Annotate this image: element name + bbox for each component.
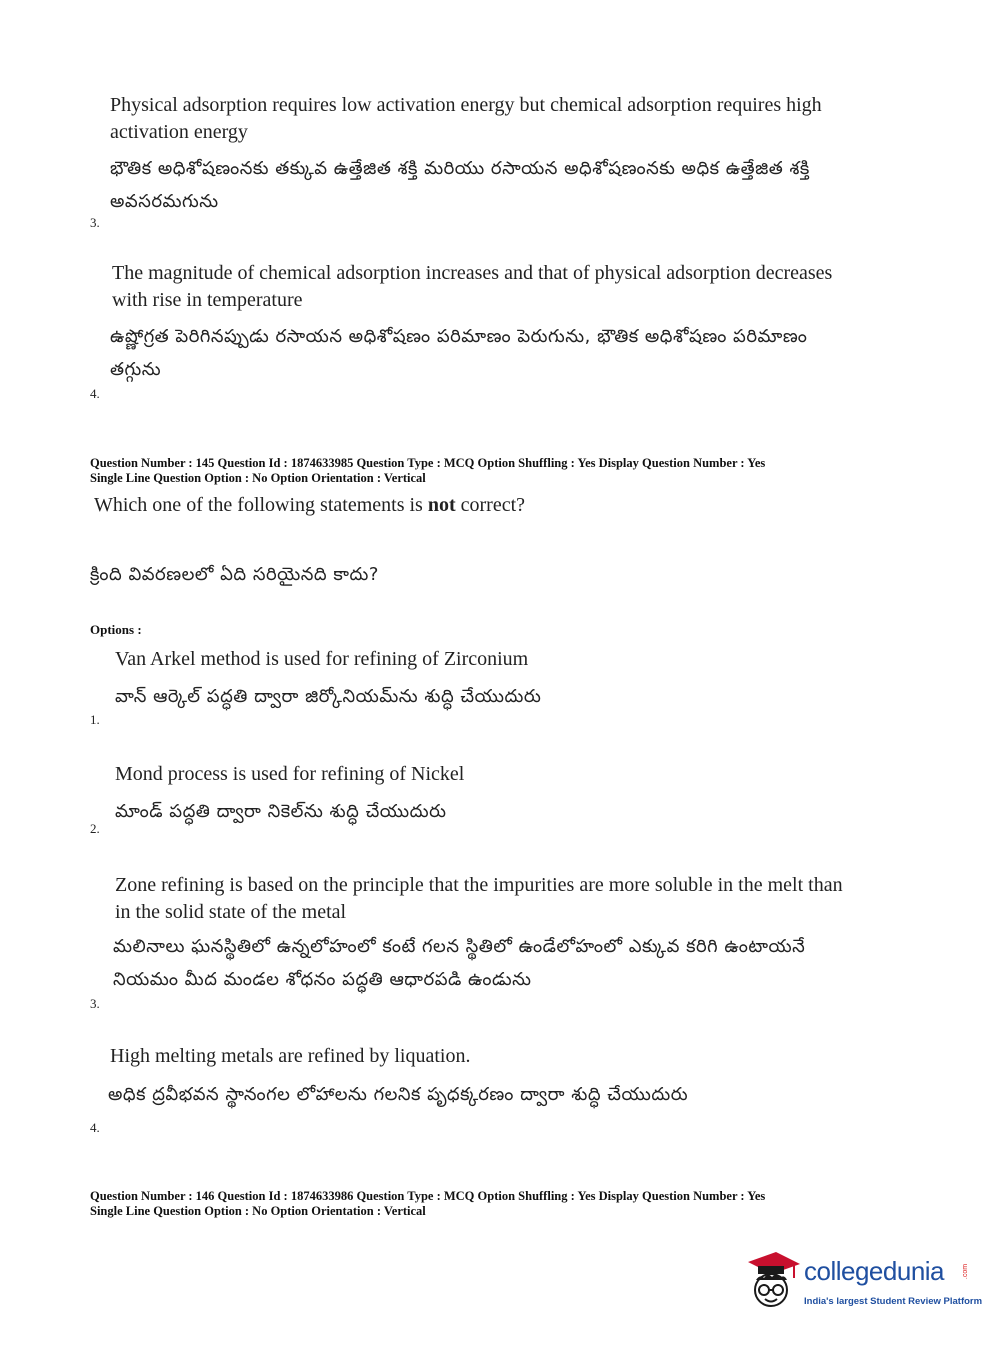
option-4-english: The magnitude of chemical adsorption increases and that of physical adsorption decreases with rise in temperature xyxy=(112,262,833,311)
question-145-meta-line1: Question Number : 145 Question Id : 1874633985 Question Type : MCQ Option Shuffling : Yes Display Question Number : Yes xyxy=(90,456,766,470)
q145-option-1-english: Van Arkel method is used for refining of Zirconium xyxy=(115,648,529,670)
q145-option-3-telugu: మలినాలు ఘనస్థితిలో ఉన్నలోహంలో కంటే గలన స్థితిలో ఉండేలోహంలో ఎక్కువ కరిగి ఉంటాయనే నియమం మీద మండల శోధనం పద్ధతి ఆధారపడి ఉండును xyxy=(113,936,806,990)
question-text-emphasis: not xyxy=(427,494,456,516)
q145-option-4-number: 4. xyxy=(90,1120,100,1135)
option-4-telugu: ఉష్ణోగ్రత పెరిగినప్పుడు రసాయన అధిశోషణం పరిమాణం పెరుగును, భౌతిక అధిశోషణం పరిమాణం తగ్గును xyxy=(110,326,808,380)
option-3-number: 3. xyxy=(90,215,100,230)
question-145-text-telugu: క్రింది వివరణలలో ఏది సరియైనది కాదు? xyxy=(90,564,379,585)
option-4-number: 4. xyxy=(90,386,100,401)
question-146-meta-line1: Question Number : 146 Question Id : 1874633986 Question Type : MCQ Option Shuffling : Yes Display Question Number : Yes xyxy=(90,1189,766,1203)
question-text-part: Which one of the following statements is xyxy=(94,494,428,516)
logo-tagline: India's largest Student Review Platform xyxy=(804,1296,983,1307)
q145-option-3-number: 3. xyxy=(90,996,100,1011)
options-label: Options : xyxy=(90,622,142,637)
q145-option-2-english: Mond process is used for refining of Nickel xyxy=(115,763,465,785)
question-text-part: correct? xyxy=(455,494,526,516)
q145-option-4-telugu: అధిక ద్రవీభవన స్థానంగల లోహాలను గలనిక పృధక్కరణం ద్వారా శుద్ధి చేయుదురు xyxy=(108,1084,689,1105)
q145-option-4-english: High melting metals are refined by liquation. xyxy=(110,1045,471,1067)
collegedunia-logo xyxy=(742,1248,983,1318)
question-146-meta-line2: Single Line Question Option : No Option Orientation : Vertical xyxy=(90,1204,426,1218)
logo-wordmark: collegedunia xyxy=(804,1256,945,1286)
q145-option-2-number: 2. xyxy=(90,821,100,836)
question-145-text-english xyxy=(94,494,525,517)
mascot-icon xyxy=(742,1248,802,1314)
logo-domain-suffix: .com xyxy=(962,1263,970,1280)
option-3-english: Physical adsorption requires low activation energy but chemical adsorption requires high activation energy xyxy=(110,94,822,143)
q145-option-3-english: Zone refining is based on the principle that the impurities are more soluble in the melt than in the solid state of the metal xyxy=(115,874,843,923)
q145-option-2-telugu: మాండ్ పద్ధతి ద్వారా నికెల్‌ను శుద్ధి చేయుదురు xyxy=(115,801,447,822)
q145-option-1-number: 1. xyxy=(90,712,100,727)
question-145-meta-line2: Single Line Question Option : No Option Orientation : Vertical xyxy=(90,471,426,485)
option-3-telugu: భౌతిక అధిశోషణంనకు తక్కువ ఉత్తేజిత శక్తి మరియు రసాయన అధిశోషణంనకు అధిక ఉత్తేజిత శక్తి అవసరమగును xyxy=(110,158,810,212)
q145-option-1-telugu: వాన్ ఆర్కెల్ పద్ధతి ద్వారా జిర్కోనియమ్‌ను శుద్ధి చేయుదురు xyxy=(115,686,542,707)
